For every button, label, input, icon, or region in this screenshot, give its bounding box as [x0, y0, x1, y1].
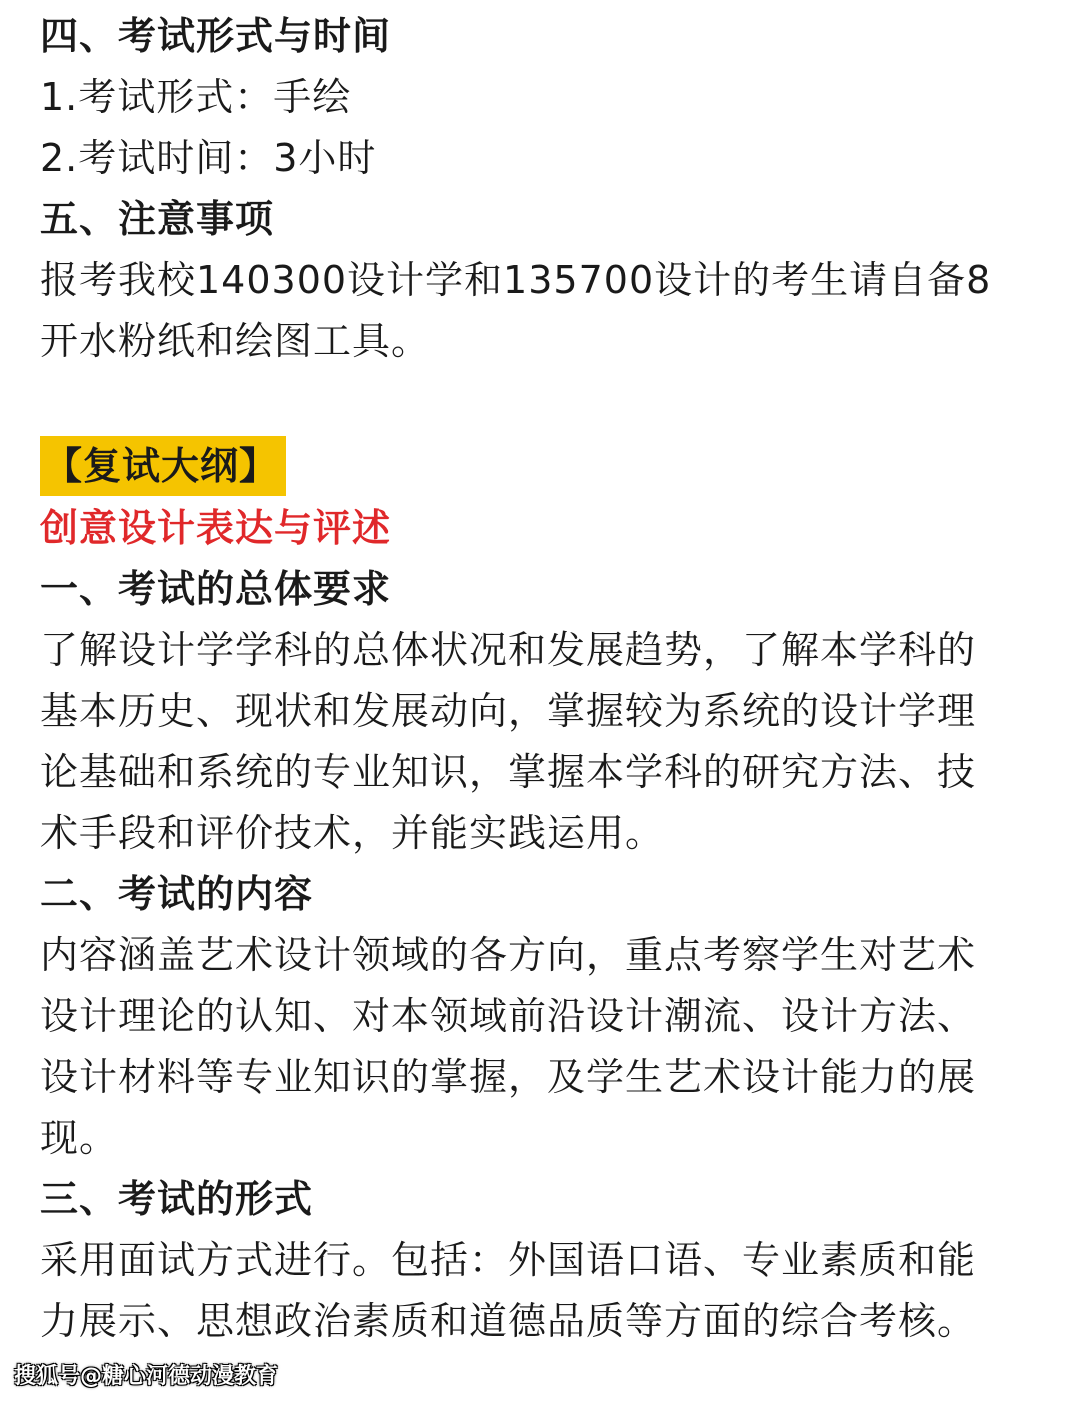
part-2-heading: 二、考试的内容 [40, 872, 314, 916]
exam-format-item: 1.考试形式：手绘 [40, 75, 352, 119]
paragraph-line: 报考我校140300设计学和135700设计的考生请自备8 [40, 258, 992, 302]
paragraph-line: 论基础和系统的专业知识，掌握本学科的研究方法、技 [40, 750, 977, 794]
subject-title: 创意设计表达与评述 [40, 506, 392, 550]
paragraph-line: 采用面试方式进行。包括：外国语口语、专业素质和能 [40, 1238, 977, 1282]
paragraph-line: 开水粉纸和绘图工具。 [40, 319, 431, 363]
paragraph-line: 力展示、思想政治素质和道德品质等方面的综合考核。 [40, 1299, 977, 1343]
document-body [40, 6, 1040, 1352]
notice-paragraph [40, 250, 1040, 372]
section-4-heading: 四、考试形式与时间 [40, 14, 392, 58]
paragraph-line: 基本历史、现状和发展动向，掌握较为系统的设计学理 [40, 689, 977, 733]
section-5-heading: 五、注意事项 [40, 197, 275, 241]
part-1-heading: 一、考试的总体要求 [40, 567, 392, 611]
part-1-paragraph [40, 620, 1040, 864]
paragraph-line: 了解设计学学科的总体状况和发展趋势，了解本学科的 [40, 628, 977, 672]
part-3-paragraph [40, 1230, 1040, 1352]
paragraph-line: 内容涵盖艺术设计领域的各方向，重点考察学生对艺术 [40, 933, 977, 977]
part-3-heading: 三、考试的形式 [40, 1177, 314, 1221]
spacer [40, 372, 1040, 434]
paragraph-line: 现。 [40, 1116, 119, 1160]
watermark: 搜狐号@糖心河德动漫教育 [14, 1364, 279, 1389]
outline-badge: 【复试大纲】 [40, 436, 286, 496]
paragraph-line: 设计理论的认知、对本领域前沿设计潮流、设计方法、 [40, 994, 977, 1038]
part-2-paragraph [40, 925, 1040, 1169]
paragraph-line: 术手段和评价技术，并能实践运用。 [40, 811, 665, 855]
outline-badge-row [40, 434, 1040, 498]
exam-duration-item: 2.考试时间：3小时 [40, 136, 377, 180]
paragraph-line: 设计材料等专业知识的掌握，及学生艺术设计能力的展 [40, 1055, 977, 1099]
